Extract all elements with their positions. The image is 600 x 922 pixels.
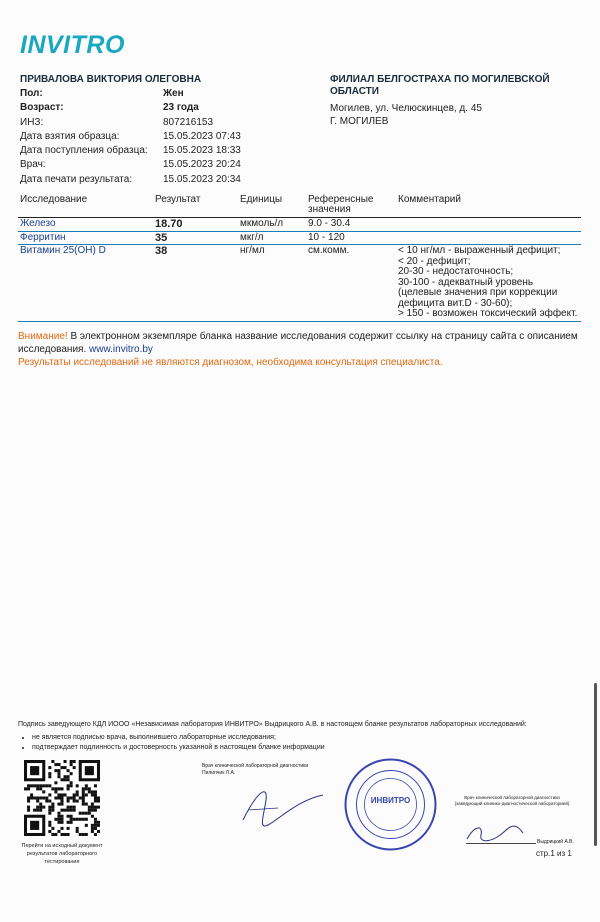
branch-name: ФИЛИАЛ БЕЛГОСТРАХА ПО МОГИЛЕВСКОЙ ОБЛАСТИ xyxy=(330,74,550,97)
table-row: Ферритин 35 мкг/л 10 - 120 xyxy=(18,231,581,245)
field-receive-date: Дата поступления образца: 15.05.2023 18:33 xyxy=(20,145,241,157)
svg-text:ИНВИТРО: ИНВИТРО xyxy=(370,796,411,805)
field-inz: ИНЗ: 807216153 xyxy=(20,116,214,128)
disclaimer: Результаты исследований не являются диагнозом, необходима консультация специалиста. xyxy=(18,357,443,368)
scrollbar[interactable] xyxy=(594,683,597,846)
col-result: Результат xyxy=(153,195,238,218)
test-link-vitamin-d[interactable]: Витамин 25(OH) D xyxy=(18,245,153,322)
invitro-link[interactable]: www.invitro.by xyxy=(89,344,153,355)
warning-text: В электронном экземпляре бланка название исследования содержит ссылку на страницу сайта с описанием исследования. xyxy=(18,331,578,355)
col-comment: Комментарий xyxy=(396,195,581,218)
patient-name: ПРИВАЛОВА ВИКТОРИЯ ОЛЕГОВНА xyxy=(20,74,202,85)
test-link-iron[interactable]: Железо xyxy=(18,218,153,232)
col-units: Единицы xyxy=(238,195,306,218)
field-print-date: Дата печати результата: 15.05.2023 20:34 xyxy=(20,173,241,185)
warning-label: Внимание! xyxy=(18,331,68,342)
footer-bullet: • не является подписью врача, выполнившего лабораторные исследования; xyxy=(32,733,598,744)
qr-caption: Перейти на исходный документ результатов лабораторного тестирования xyxy=(21,843,103,865)
signature-line xyxy=(466,843,536,844)
page-number: стр.1 из 1 xyxy=(536,849,572,858)
branch-address: Могилев, ул. Челюскинцев, д. 45 xyxy=(330,103,482,114)
table-row: Витамин 25(OH) D 38 нг/мл см.комм. < 10 нг/мл - выраженный дефицит; < 20 - дефицит; 20-30 - недостаточность; 30-100 - адекватный уровень (целевые значения при коррекции дефицита вит.D - 30-60); > 150 - возможен токсический эффект. xyxy=(18,245,581,322)
notes xyxy=(18,330,583,369)
footer-note xyxy=(18,720,598,754)
doctor2-title: Врач клинической лабораторной диагностики (заведующий клинико-диагностической лабораторией) xyxy=(454,795,570,806)
test-link-ferritin[interactable]: Ферритин xyxy=(18,231,153,245)
results-table xyxy=(18,195,581,322)
patient-info xyxy=(20,74,320,187)
branch-info xyxy=(330,74,580,127)
doctor1-title: Врач клинической лабораторной диагностики Пилипчик Л.А. xyxy=(202,763,309,776)
field-sample-date: Дата взятия образца: 15.05.2023 07:43 xyxy=(20,130,241,142)
invitro-logo: INVITRO xyxy=(20,31,125,59)
table-header xyxy=(18,195,581,218)
field-sex: Пол: Жен xyxy=(20,88,184,99)
col-test: Исследование xyxy=(18,195,153,218)
footer-bullet: • подтверждает подлинность и достоверность указанной в настоящем бланке информации xyxy=(32,743,598,754)
stamp xyxy=(343,757,438,852)
table-row: Железо 18.70 мкмоль/л 9.0 - 30.4 xyxy=(18,218,581,232)
field-age: Возраст: 23 года xyxy=(20,102,199,114)
doctor2-signature xyxy=(465,823,525,845)
qr-code[interactable] xyxy=(24,760,100,836)
doctor1-signature xyxy=(238,780,328,835)
col-ref: Референсные значения xyxy=(306,195,396,218)
vitamin-d-comment: < 10 нг/мл - выраженный дефицит; < 20 - дефицит; 20-30 - недостаточность; 30-100 - адекватный уровень (целевые значения при коррекции дефицита вит.D - 30-60); > 150 - возможен токсический эффект. xyxy=(396,245,581,322)
doctor2-name: Выдрицкий А.В. xyxy=(537,839,574,845)
branch-city: Г. МОГИЛЕВ xyxy=(330,116,389,127)
signature-note: Подпись заведующего КДЛ ИООО «Независимая лаборатория ИНВИТРО» Выдрицкого А.В. в настоящем бланке результатов лабораторных исследований: xyxy=(18,721,527,728)
field-doctor: Врач: 15.05.2023 20:24 xyxy=(20,159,241,171)
